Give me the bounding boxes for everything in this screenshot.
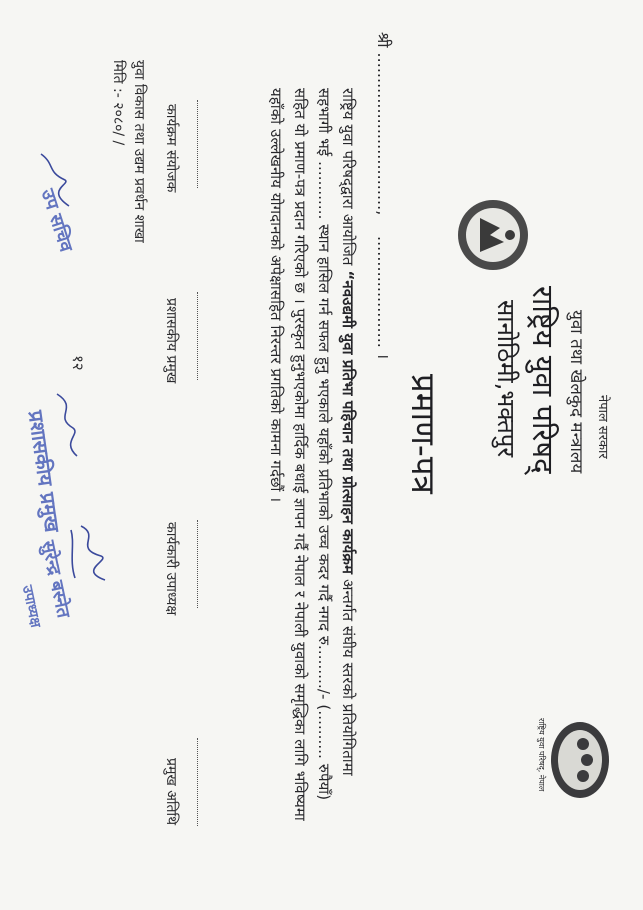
certificate-title: प्रमाण-पत्र — [404, 374, 443, 494]
body-line-3: सहित यो प्रमाण-पत्र प्रदान गरिएको छ । पुरस्कृत हुनुभएकोमा हार्दिक बधाई ज्ञापन गर्दै नेपाल र नेपाली युवाको समृद्धिका लागि भविष्यमा — [291, 88, 309, 821]
program-name: “नवउद्यमी युवा प्रतिभा पहिचान तथा प्रोत्साहन कार्यक्रम — [339, 270, 357, 575]
recipient-line-end: ...................... । — [374, 236, 393, 360]
role-vice-chair: कार्यकारी उपाध्यक्ष — [163, 522, 179, 616]
signature-line-guest — [197, 738, 198, 826]
signature-line-vice-chair — [197, 520, 198, 608]
council-name: राष्ट्रिय युवा परिषद् — [526, 286, 560, 474]
body-line-4: यहाँको उल्लेखनीय योगदानको अपेक्षासहित निरन्तर प्रगतिको कामना गर्दछौं । — [267, 88, 285, 503]
branch-label: युवा विकास तथा उद्यम प्रवर्धन शाखा — [131, 60, 147, 243]
stamp-name: सुरेन्द्र बस्नेत — [37, 538, 74, 620]
youth-council-logo-icon — [549, 720, 611, 800]
nepal-emblem-icon — [456, 198, 530, 272]
signature-line-coordinator — [197, 100, 198, 188]
role-chief-guest: प्रमुख अतिथि — [163, 758, 179, 826]
council-address: सानोठिमी,भक्तपुर — [492, 300, 520, 458]
recipient-line: श्री ..............................., — [374, 32, 393, 216]
stamp-secretary: उप सचिव — [36, 186, 77, 255]
government-label: नेपाल सरकार — [595, 395, 610, 459]
body-line-2: सहभागी भई ............ स्थान हासिल गर्न सफल हुनु भएकाले यहाँको प्रतिभाको उच्च कदर गर्दै नगद रु........./- (.......... रुपैयाँ) — [315, 88, 333, 801]
stamp-vice-chair: उपाध्यक्ष — [18, 583, 44, 629]
signature-line-admin — [197, 292, 198, 380]
signature-scribble-vice-chair — [61, 520, 121, 584]
body-line-1-end: अन्तर्गत संघीय स्तरको प्रतियोगितामा — [339, 574, 357, 776]
body-line-1-start: राष्ट्रिय युवा परिषद्‌द्वारा आयोजित — [339, 88, 357, 271]
youth-council-logo-text: राष्ट्रिय युवा परिषद्, नेपाल — [537, 718, 546, 792]
page-number: १२ — [69, 355, 87, 371]
role-coordinator: कार्यक्रम संयोजक — [163, 104, 179, 193]
role-admin-head: प्रशासकीय प्रमुख — [163, 298, 179, 384]
ministry-label: युवा तथा खेलकुद मन्त्रालय — [566, 310, 586, 474]
stamp-admin-head: प्रशासकीय प्रमुख — [23, 408, 65, 534]
body-line-1 — [338, 88, 358, 776]
date-label: मिति :- २०८०/ / — [110, 60, 126, 146]
